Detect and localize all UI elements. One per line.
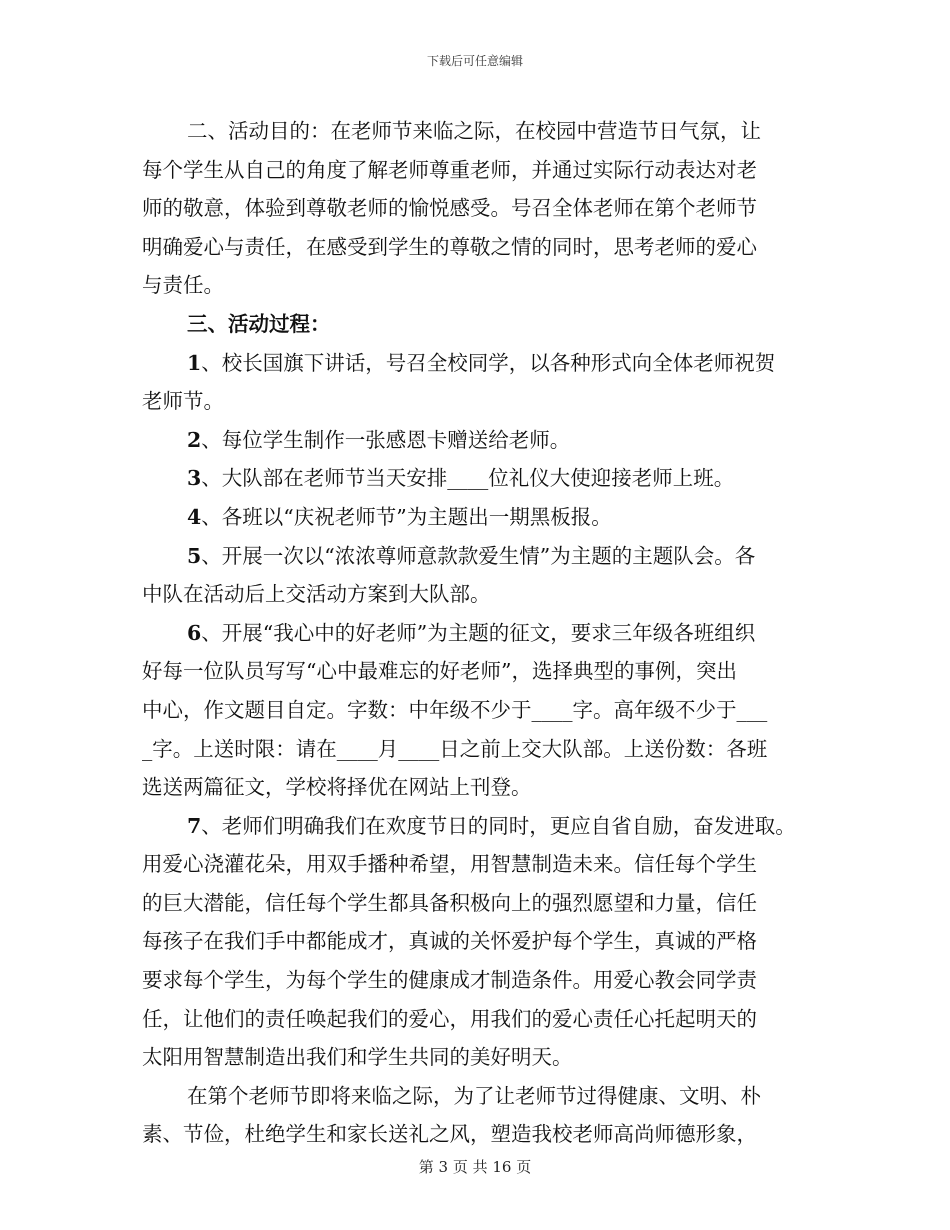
line-text: 在第个老师节即将来临之际，为了让老师节过得健康、文明、朴 — [187, 1083, 761, 1108]
list-item-number: 5 — [187, 543, 202, 568]
list-item-number: 6 — [187, 620, 202, 645]
line-text: 中心，作文题目自定。字数：中年级不少于____字。高年级不少于___ — [142, 697, 768, 722]
line-text: 三、活动过程： — [187, 311, 331, 336]
text-line — [142, 614, 832, 653]
line-text: 、开展“我心中的好老师”为主题的征文，要求三年级各班组织 — [201, 620, 756, 645]
line-text: 明确爱心与责任，在感受到学生的尊敬之情的同时，思考老师的爱心 — [142, 234, 757, 259]
line-text: 太阳用智慧制造出我们和学生共同的美好明天。 — [142, 1045, 573, 1070]
list-item-number: 4 — [187, 504, 202, 529]
text-line — [142, 768, 832, 807]
text-line — [142, 459, 832, 498]
text-line — [142, 421, 832, 460]
line-text: 老师节。 — [142, 389, 224, 414]
line-text: 二、活动目的：在老师节来临之际，在校园中营造节日气氛，让 — [187, 119, 761, 143]
list-item-number: 3 — [187, 466, 202, 491]
document-body — [142, 112, 832, 1154]
text-line — [142, 498, 832, 537]
text-line — [142, 344, 832, 383]
line-text: _字。上送时限：请在____月____日之前上交大队部。上送份数：各班 — [142, 736, 768, 761]
line-text: 选送两篇征文，学校将择优在网站上刊登。 — [142, 775, 532, 800]
line-text: 素、节俭，杜绝学生和家长送礼之风，塑造我校老师高尚师德形象， — [142, 1122, 757, 1147]
text-line — [142, 189, 832, 228]
text-line — [142, 691, 832, 730]
text-line — [142, 228, 832, 267]
line-text: 每孩子在我们手中都能成才，真诚的关怀爱护每个学生，真诚的严格 — [142, 929, 757, 954]
page-footer-page-number: 第 3 页 共 16 页 — [418, 1158, 532, 1176]
text-line — [142, 845, 832, 884]
line-text: 中队在活动后上交活动方案到大队部。 — [142, 582, 491, 607]
line-text: 、校长国旗下讲话，号召全校同学，以各种形式向全体老师祝贺 — [201, 350, 776, 375]
text-line — [142, 922, 832, 961]
text-line — [142, 151, 832, 190]
line-text: 任，让他们的责任唤起我们的爱心，用我们的爱心责任心托起明天的 — [142, 1006, 757, 1031]
text-line — [142, 575, 832, 614]
text-line — [142, 807, 832, 846]
text-line — [142, 382, 832, 421]
line-text: 好每一位队员写写“心中最难忘的好老师”，选择典型的事例，突出 — [142, 659, 737, 684]
list-item-number: 1 — [187, 350, 202, 375]
text-line — [142, 1038, 832, 1077]
line-text: 师的敬意，体验到尊敬老师的愉悦感受。号召全体老师在第个老师节 — [142, 196, 757, 221]
line-text: 、各班以“庆祝老师节”为主题出一期黑板报。 — [201, 504, 612, 529]
text-line — [142, 730, 832, 769]
text-line — [142, 537, 832, 576]
text-line — [142, 266, 832, 305]
line-text: 要求每个学生，为每个学生的健康成才制造条件。用爱心教会同学责 — [142, 968, 757, 993]
line-text: 、开展一次以“浓浓尊师意款款爱生情”为主题的主题队会。各 — [201, 543, 756, 568]
text-line — [142, 652, 832, 691]
line-text: 每个学生从自己的角度了解老师尊重老师，并通过实际行动表达对老 — [142, 157, 757, 182]
line-text: 用爱心浇灌花朵，用双手播种希望，用智慧制造未来。信任每个学生 — [142, 852, 757, 877]
text-line — [142, 1115, 832, 1154]
line-text: 、大队部在老师节当天安排____位礼仪大使迎接老师上班。 — [201, 466, 735, 491]
line-text: 、每位学生制作一张感恩卡赠送给老师。 — [201, 427, 571, 452]
text-line — [142, 1077, 832, 1116]
text-line — [142, 1000, 832, 1039]
line-text: 与责任。 — [142, 273, 224, 298]
line-text: 的巨大潜能，信任每个学生都具备积极向上的强烈愿望和力量，信任 — [142, 890, 757, 915]
text-line — [142, 112, 832, 151]
text-line — [142, 884, 832, 923]
line-text: 、老师们明确我们在欢度节日的同时，更应自省自励，奋发进取。 — [201, 813, 796, 838]
page-header-note: 下载后可任意编辑 — [426, 54, 523, 68]
list-item-number: 7 — [187, 813, 202, 838]
section-heading — [142, 305, 832, 344]
text-line — [142, 961, 832, 1000]
list-item-number: 2 — [187, 427, 202, 452]
